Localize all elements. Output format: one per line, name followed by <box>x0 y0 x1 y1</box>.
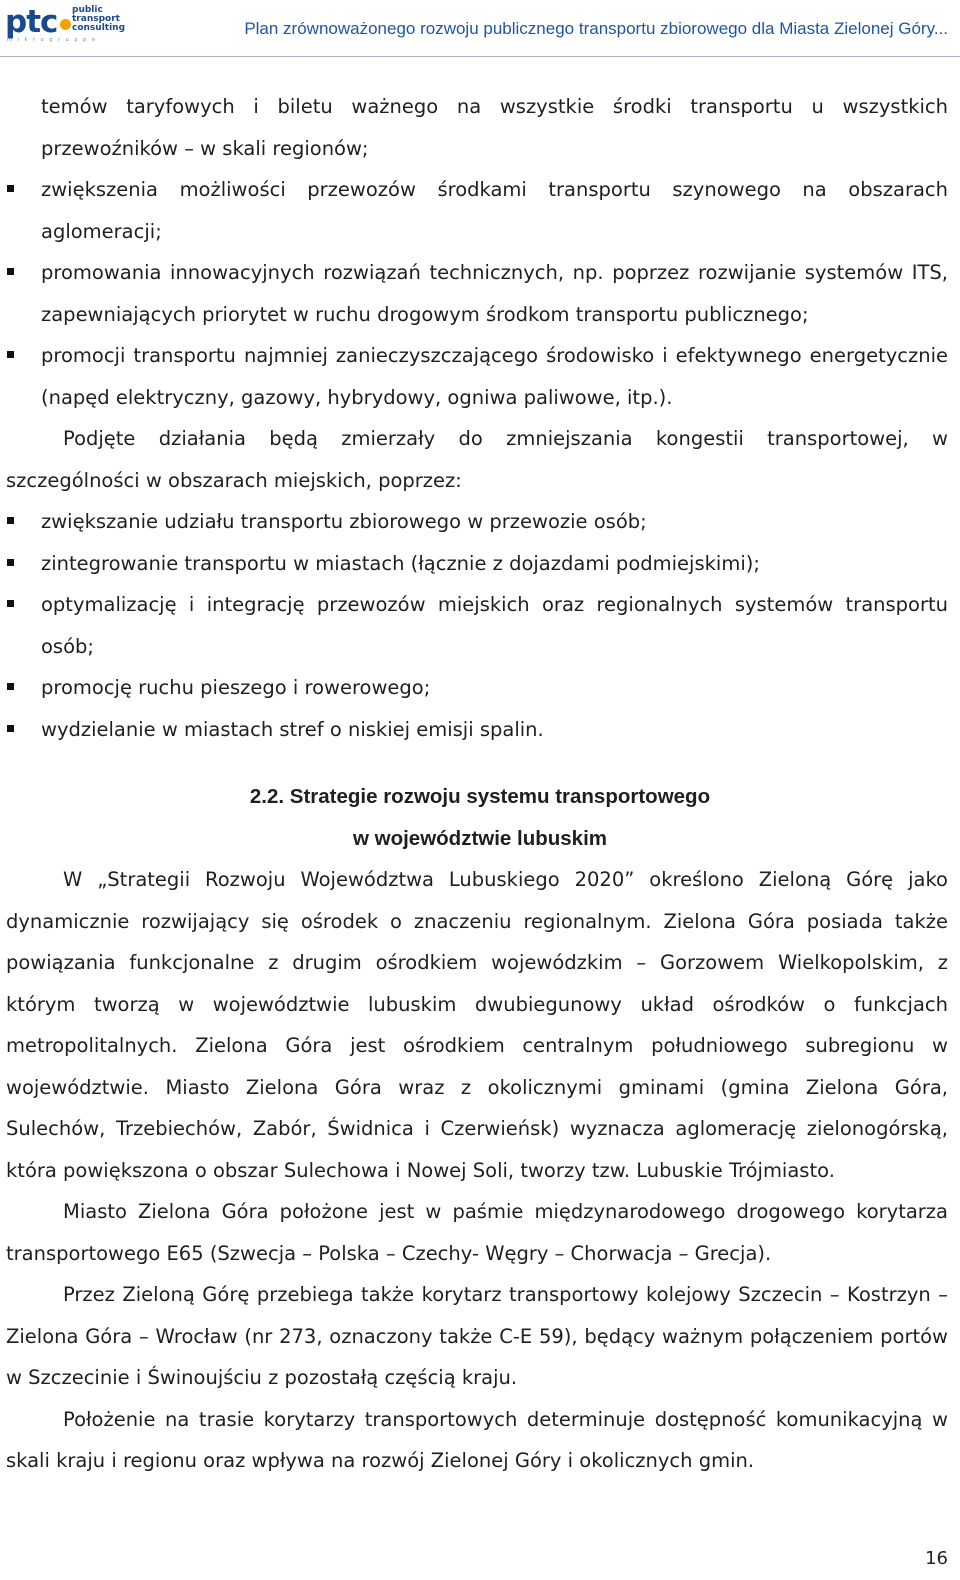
logo-mark: ptc <box>5 4 58 40</box>
list-item: wydzielanie w miastach stref o niskiej emisji spalin. <box>0 709 960 751</box>
logo-dot-icon <box>60 19 71 30</box>
bullet-list-2 <box>0 501 960 750</box>
ptc-logo <box>5 3 126 43</box>
section-heading-line-2: w województwie lubuskim <box>353 826 607 850</box>
bullet-list-1 <box>0 169 960 418</box>
paragraph: W „Strategii Rozwoju Województwa Lubuskiego 2020” określono Zieloną Górę jako dynamicznie rozwijający się ośrodek o znaczeniu regionalnym. Zielona Góra posiada także powiązania funkcjonalne z drugim ośrodkiem wojewódzkim – Gorzowem Wielkopolskim, z którym tworzą w województwie lubuskim dwubiegunowy układ ośrodków o funkcjach metropolitalnych. Zielona Góra jest ośrodkiem centralnym południowego subregionu w województwie. Miasto Zielona Góra wraz z okolicznymi gminami (gmina Zielona Góra, Sulechów, Trzebiechów, Zabór, Świdnica i Czerwieńsk) wyznacza aglomerację zielonogórską, która powiększona o obszar Sulechowa i Nowej Soli, tworzy tzw. Lubuskie Trójmiasto. <box>6 868 948 1182</box>
page-content <box>0 86 960 1482</box>
page-header <box>0 0 960 58</box>
page-number: 16 <box>925 1548 948 1569</box>
list-item: optymalizację i integrację przewozów miejskich oraz regionalnych systemów transportu osób; <box>0 584 960 667</box>
logo-tagline: m i k r o g r u p p e <box>7 37 97 43</box>
paragraph: Położenie na trasie korytarzy transportowych determinuje dostępność komunikacyjną w skali kraju i regionu oraz wpływa na rozwój Zielonej Góry i okolicznych gmin. <box>6 1407 948 1472</box>
spacer <box>0 750 960 776</box>
logo-line-2: transport <box>72 14 120 24</box>
paragraph: Podjęte działania będą zmierzały do zmniejszania kongestii transportowej, w szczególności w obszarach miejskich, poprzez: <box>6 427 948 492</box>
continuation-text: temów taryfowych i biletu ważnego na wszystkie środki transportu u wszystkich przewoźników – w skali regionów; <box>41 95 948 160</box>
list-item: zwiększanie udziału transportu zbiorowego w przewozie osób; <box>0 501 960 543</box>
logo-text <box>72 6 125 33</box>
paragraph: Miasto Zielona Góra położone jest w paśmie międzynarodowego drogowego korytarza transportowego E65 (Szwecja – Polska – Czechy- Węgry – Chorwacja – Grecja). <box>6 1200 948 1265</box>
list-item: zintegrowanie transportu w miastach (łącznie z dojazdami podmiejskimi); <box>0 543 960 585</box>
list-item: promocję ruchu pieszego i rowerowego; <box>0 667 960 709</box>
logo-line-1: public <box>72 5 103 15</box>
list-item: promocji transportu najmniej zanieczyszczającego środowisko i efektywnego energetycznie (napęd elektryczny, gazowy, hybrydowy, ogniwa paliwowe, itp.). <box>0 335 960 418</box>
paragraph: Przez Zieloną Górę przebiega także korytarz transportowy kolejowy Szczecin – Kostrzyn – Zielona Góra – Wrocław (nr 273, oznaczony także C-E 59), będący ważnym połączeniem portów w Szczecinie i Świnoujściu z pozostałą częścią kraju. <box>6 1283 948 1389</box>
list-item: promowania innowacyjnych rozwiązań technicznych, np. poprzez rozwijanie systemów ITS, zapewniających priorytet w ruchu drogowym środkom transportu publicznego; <box>0 252 960 335</box>
document-title: Plan zrównoważonego rozwoju publicznego transportu zbiorowego dla Miasta Zielonej Góry... <box>244 19 948 38</box>
section-heading: 2.2. Strategie rozwoju systemu transportowego <box>249 785 711 808</box>
list-item: zwiększenia możliwości przewozów środkami transportu szynowego na obszarach aglomeracji; <box>0 169 960 252</box>
header-divider <box>0 56 960 57</box>
logo-line-3: consulting <box>72 23 126 33</box>
